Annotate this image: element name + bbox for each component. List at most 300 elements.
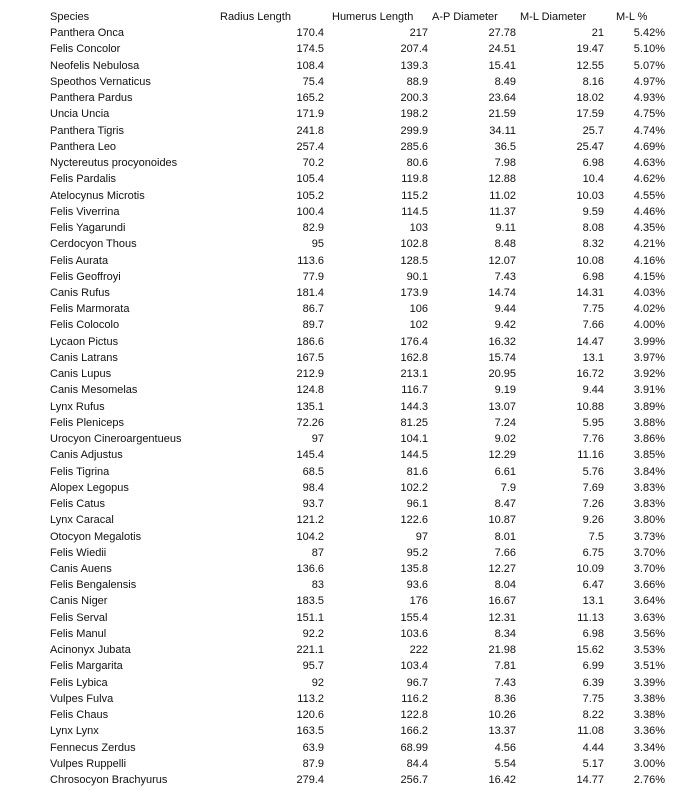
table-row — [50, 74, 665, 90]
table-row — [50, 58, 665, 74]
humerus-length-cell: 299.9 — [400, 124, 428, 137]
ml-diameter-cell: 6.98 — [582, 627, 604, 640]
humerus-length-cell: 96.1 — [406, 498, 428, 511]
species-cell: Neofelis Nebulosa — [50, 59, 140, 72]
ml-diameter-cell: 5.95 — [582, 416, 604, 429]
ml-percent-cell: 3.73% — [633, 530, 665, 543]
species-cell: Felis Catus — [50, 498, 106, 511]
ap-diameter-cell: 9.42 — [494, 319, 516, 332]
table-row — [50, 642, 665, 658]
ml-diameter-cell: 6.99 — [582, 660, 604, 673]
ap-diameter-cell: 34.11 — [489, 124, 516, 137]
radius-length-cell: 181.4 — [296, 286, 324, 299]
radius-length-cell: 70.2 — [302, 157, 324, 170]
ml-diameter-cell: 11.16 — [577, 449, 604, 462]
species-cell: Otocyon Megalotis — [50, 530, 142, 543]
radius-length-cell: 145.4 — [296, 449, 324, 462]
ap-diameter-cell: 7.98 — [494, 157, 516, 170]
species-cell: Panthera Pardus — [50, 92, 133, 105]
radius-length-cell: 63.9 — [302, 741, 324, 754]
radius-length-cell: 221.1 — [296, 644, 324, 657]
table-row — [50, 155, 665, 171]
ml-diameter-cell: 7.75 — [582, 303, 604, 316]
ap-diameter-cell: 13.37 — [488, 725, 516, 738]
ml-diameter-cell: 13.1 — [582, 351, 604, 364]
ml-diameter-cell: 7.26 — [582, 498, 604, 511]
humerus-length-cell: 155.4 — [400, 611, 428, 624]
ap-diameter-cell: 8.34 — [494, 627, 516, 640]
ml-percent-cell: 4.02% — [633, 303, 665, 316]
table-row — [50, 41, 665, 57]
table-row — [50, 496, 665, 512]
ap-diameter-cell: 7.66 — [494, 546, 516, 559]
radius-length-cell: 163.5 — [296, 725, 324, 738]
ml-percent-cell: 4.15% — [633, 270, 665, 283]
ml-diameter-cell: 8.22 — [582, 709, 604, 722]
radius-length-cell: 113.2 — [297, 692, 324, 705]
table-row — [50, 25, 665, 41]
humerus-length-cell: 88.9 — [406, 75, 428, 88]
ml-percent-cell: 4.00% — [633, 319, 665, 332]
radius-length-cell: 92.2 — [302, 627, 324, 640]
humerus-length-cell: 144.5 — [400, 449, 428, 462]
ap-diameter-cell: 7.9 — [500, 481, 516, 494]
ml-percent-cell: 4.03% — [633, 286, 665, 299]
table-row — [50, 464, 665, 480]
radius-length-cell: 105.4 — [296, 173, 324, 186]
ml-percent-cell: 4.69% — [633, 140, 665, 153]
radius-length-cell: 120.6 — [296, 709, 324, 722]
humerus-length-cell: 222 — [409, 644, 428, 657]
humerus-length-cell: 102.8 — [400, 238, 428, 251]
ap-diameter-cell: 12.88 — [488, 173, 516, 186]
ap-diameter-cell: 12.31 — [488, 611, 516, 624]
radius-length-cell: 87 — [311, 546, 324, 559]
radius-length-cell: 167.5 — [296, 351, 324, 364]
humerus-length-cell: 90.1 — [406, 270, 428, 283]
ml-diameter-cell: 17.59 — [576, 108, 604, 121]
radius-length-cell: 95 — [311, 238, 324, 251]
ap-diameter-cell: 12.07 — [488, 254, 516, 267]
ml-percent-cell: 3.84% — [633, 465, 665, 478]
ml-diameter-cell: 10.08 — [576, 254, 604, 267]
radius-length-cell: 174.5 — [296, 43, 324, 56]
radius-length-cell: 104.2 — [296, 530, 324, 543]
table-row — [50, 512, 665, 528]
radius-length-cell: 72.26 — [296, 416, 324, 429]
radius-length-cell: 183.5 — [296, 595, 324, 608]
table-row — [50, 415, 665, 431]
humerus-length-cell: 114.5 — [401, 205, 428, 218]
radius-length-cell: 93.7 — [302, 498, 324, 511]
species-cell: Canis Adjustus — [50, 449, 123, 462]
ap-diameter-cell: 8.36 — [494, 692, 516, 705]
ml-percent-cell: 3.83% — [633, 498, 665, 511]
species-cell: Urocyon Cineroargentueus — [50, 433, 182, 446]
species-cell: Felis Geoffroyi — [50, 270, 121, 283]
table-row — [50, 366, 665, 382]
radius-length-cell: 77.9 — [302, 270, 324, 283]
table-row — [50, 756, 665, 772]
radius-length-cell: 95.7 — [302, 660, 324, 673]
ml-percent-cell: 4.55% — [633, 189, 665, 202]
ml-diameter-cell: 19.47 — [576, 43, 604, 56]
ap-diameter-cell: 7.24 — [494, 416, 516, 429]
ml-percent-cell: 4.46% — [633, 205, 665, 218]
ml-percent-cell: 4.75% — [633, 108, 665, 121]
radius-length-cell: 212.9 — [296, 368, 324, 381]
ap-diameter-cell: 27.78 — [488, 27, 516, 40]
ml-diameter-cell: 12.55 — [576, 59, 604, 72]
radius-length-cell: 89.7 — [302, 319, 324, 332]
table-row — [50, 658, 665, 674]
table-row — [50, 171, 665, 187]
ap-diameter-cell: 21.59 — [488, 108, 516, 121]
table-row — [50, 626, 665, 642]
table-row — [50, 561, 665, 577]
ap-diameter-cell: 8.47 — [494, 498, 516, 511]
ml-diameter-cell: 10.4 — [582, 173, 604, 186]
ap-diameter-cell: 9.02 — [494, 433, 516, 446]
ml-diameter-cell: 7.76 — [582, 433, 604, 446]
ml-diameter-cell: 14.47 — [576, 335, 604, 348]
humerus-length-cell: 95.2 — [406, 546, 428, 559]
ap-diameter-cell: 16.42 — [488, 774, 516, 787]
humerus-length-cell: 116.7 — [401, 384, 428, 397]
species-cell: Felis Pleniceps — [50, 416, 124, 429]
species-cell: Speothos Vernaticus — [50, 75, 151, 88]
ml-diameter-cell: 4.44 — [582, 741, 604, 754]
ap-diameter-cell: 23.64 — [488, 92, 516, 105]
species-cell: Lynx Lynx — [50, 725, 99, 738]
ap-diameter-cell: 11.37 — [489, 205, 516, 218]
humerus-length-cell: 115.2 — [401, 189, 428, 202]
humerus-length-cell: 128.5 — [400, 254, 428, 267]
ml-percent-cell: 5.07% — [633, 59, 665, 72]
radius-length-cell: 82.9 — [302, 222, 324, 235]
ml-diameter-cell: 6.75 — [582, 546, 604, 559]
ml-percent-cell: 3.39% — [633, 676, 665, 689]
species-cell: Panthera Tigris — [50, 124, 124, 137]
ap-diameter-cell: 7.81 — [494, 660, 516, 673]
ap-diameter-cell: 8.49 — [494, 75, 516, 88]
ml-diameter-cell: 7.69 — [582, 481, 604, 494]
species-cell: Cerdocyon Thous — [50, 238, 137, 251]
ml-diameter-cell: 5.17 — [582, 757, 604, 770]
ml-diameter-cell: 6.39 — [582, 676, 604, 689]
table-row — [50, 204, 665, 220]
ml-percent-cell: 4.35% — [633, 222, 665, 235]
radius-length-cell: 92 — [311, 676, 324, 689]
radius-length-cell: 171.9 — [296, 108, 324, 121]
radius-length-cell: 75.4 — [302, 75, 324, 88]
table-row — [50, 188, 665, 204]
species-cell: Felis Serval — [50, 611, 108, 624]
ml-percent-cell: 3.86% — [633, 433, 665, 446]
species-cell: Canis Latrans — [50, 351, 118, 364]
ap-diameter-cell: 13.07 — [488, 400, 516, 413]
ap-diameter-cell: 6.61 — [494, 465, 516, 478]
ap-diameter-cell: 9.19 — [494, 384, 516, 397]
humerus-length-cell: 104.1 — [400, 433, 428, 446]
ml-percent-cell: 3.70% — [633, 546, 665, 559]
humerus-length-cell: 162.8 — [400, 351, 428, 364]
table-row — [50, 269, 665, 285]
radius-length-cell: 98.4 — [302, 481, 324, 494]
species-cell: Vulpes Ruppelli — [50, 757, 127, 770]
ap-diameter-cell: 10.26 — [488, 709, 516, 722]
species-cell: Canis Auens — [50, 562, 112, 575]
humerus-length-cell: 198.2 — [400, 108, 428, 121]
humerus-length-cell: 207.4 — [400, 43, 428, 56]
radius-length-cell: 87.9 — [302, 757, 324, 770]
ap-diameter-cell: 11.02 — [489, 189, 516, 202]
radius-length-cell: 136.6 — [296, 562, 324, 575]
humerus-length-cell: 285.6 — [400, 140, 428, 153]
species-cell: Nyctereutus procyonoides — [50, 157, 178, 170]
species-cell: Felis Margarita — [50, 660, 123, 673]
humerus-length-cell: 102.2 — [400, 481, 428, 494]
ml-diameter-cell: 15.62 — [576, 644, 604, 657]
ml-percent-cell: 3.97% — [633, 351, 665, 364]
radius-length-cell: 135.1 — [296, 400, 324, 413]
table-row — [50, 593, 665, 609]
ap-diameter-cell: 8.01 — [494, 530, 516, 543]
ml-diameter-cell: 8.08 — [582, 222, 604, 235]
table-row — [50, 123, 665, 139]
ml-percent-cell: 3.66% — [633, 579, 665, 592]
ml-diameter-cell: 7.5 — [588, 530, 604, 543]
humerus-length-cell: 139.3 — [400, 59, 428, 72]
humerus-length-cell: 97 — [415, 530, 428, 543]
humerus-length-cell: 217 — [409, 27, 428, 40]
header-humerus-length: Humerus Length — [332, 11, 414, 23]
radius-length-cell: 151.1 — [296, 611, 324, 624]
humerus-length-cell: 81.25 — [400, 416, 428, 429]
humerus-length-cell: 135.8 — [400, 562, 428, 575]
ml-percent-cell: 5.10% — [633, 43, 665, 56]
species-cell: Felis Pardalis — [50, 173, 117, 186]
ap-diameter-cell: 8.48 — [494, 238, 516, 251]
ml-diameter-cell: 7.75 — [582, 692, 604, 705]
ml-percent-cell: 4.16% — [633, 254, 665, 267]
ml-diameter-cell: 6.98 — [582, 270, 604, 283]
header-species: Species — [50, 11, 90, 23]
humerus-length-cell: 103 — [409, 222, 428, 235]
ml-percent-cell: 3.38% — [633, 709, 665, 722]
table-row — [50, 610, 665, 626]
ap-diameter-cell: 4.56 — [494, 741, 516, 754]
ml-diameter-cell: 11.13 — [577, 611, 604, 624]
ml-diameter-cell: 25.47 — [576, 140, 604, 153]
table-row — [50, 317, 665, 333]
ml-percent-cell: 3.51% — [633, 660, 665, 673]
table-row — [50, 691, 665, 707]
ml-percent-cell: 3.91% — [633, 384, 665, 397]
species-cell: Fennecus Zerdus — [50, 741, 136, 754]
ml-diameter-cell: 10.03 — [576, 189, 604, 202]
ml-percent-cell: 4.21% — [633, 238, 665, 251]
header-radius-length: Radius Length — [220, 11, 291, 23]
table-row — [50, 253, 665, 269]
species-cell: Felis Concolor — [50, 43, 121, 56]
ap-diameter-cell: 14.74 — [488, 286, 516, 299]
ml-diameter-cell: 14.31 — [576, 286, 604, 299]
species-cell: Felis Bengalensis — [50, 579, 137, 592]
species-cell: Lynx Caracal — [50, 514, 114, 527]
ap-diameter-cell: 21.98 — [488, 644, 516, 657]
ml-diameter-cell: 11.08 — [577, 725, 604, 738]
species-cell: Chrosocyon Brachyurus — [50, 774, 168, 787]
radius-length-cell: 83 — [311, 579, 324, 592]
species-cell: Felis Wiedii — [50, 546, 107, 559]
ap-diameter-cell: 15.74 — [488, 351, 516, 364]
ml-percent-cell: 3.63% — [633, 611, 665, 624]
ml-percent-cell: 3.89% — [633, 400, 665, 413]
ml-percent-cell: 4.62% — [633, 173, 665, 186]
ap-diameter-cell: 10.87 — [488, 514, 516, 527]
ml-percent-cell: 3.83% — [633, 481, 665, 494]
ml-percent-cell: 5.42% — [633, 27, 665, 40]
radius-length-cell: 121.2 — [296, 514, 324, 527]
table-row — [50, 220, 665, 236]
ml-diameter-cell: 6.47 — [582, 579, 604, 592]
ml-percent-cell: 3.56% — [633, 627, 665, 640]
ap-diameter-cell: 7.43 — [494, 676, 516, 689]
ml-percent-cell: 3.80% — [633, 514, 665, 527]
table-row — [50, 350, 665, 366]
table-row — [50, 139, 665, 155]
radius-length-cell: 100.4 — [296, 205, 324, 218]
species-cell: Uncia Uncia — [50, 108, 110, 121]
radius-length-cell: 165.2 — [296, 92, 324, 105]
header-ap-diameter: A-P Diameter — [432, 11, 498, 23]
humerus-length-cell: 103.6 — [400, 627, 428, 640]
ml-percent-cell: 3.88% — [633, 416, 665, 429]
humerus-length-cell: 200.3 — [400, 92, 428, 105]
table-row — [50, 382, 665, 398]
table-row — [50, 431, 665, 447]
ml-diameter-cell: 8.32 — [582, 238, 604, 251]
humerus-length-cell: 68.99 — [400, 741, 428, 754]
table-row — [50, 772, 665, 788]
species-cell: Felis Chaus — [50, 709, 109, 722]
radius-length-cell: 241.8 — [296, 124, 324, 137]
humerus-length-cell: 256.7 — [400, 774, 428, 787]
ml-diameter-cell: 9.44 — [582, 384, 604, 397]
radius-length-cell: 105.2 — [296, 189, 324, 202]
table-row — [50, 675, 665, 691]
species-cell: Felis Lybica — [50, 676, 108, 689]
ml-percent-cell: 3.36% — [633, 725, 665, 738]
ap-diameter-cell: 8.04 — [494, 579, 516, 592]
table-row — [50, 301, 665, 317]
ml-diameter-cell: 16.72 — [576, 368, 604, 381]
ml-percent-cell: 3.00% — [633, 757, 665, 770]
humerus-length-cell: 122.8 — [400, 709, 428, 722]
species-cell: Canis Niger — [50, 595, 108, 608]
species-cell: Felis Viverrina — [50, 205, 120, 218]
species-cell: Canis Mesomelas — [50, 384, 138, 397]
species-cell: Alopex Legopus — [50, 481, 129, 494]
ml-percent-cell: 2.76% — [633, 774, 665, 787]
humerus-length-cell: 176 — [409, 595, 428, 608]
species-cell: Felis Aurata — [50, 254, 109, 267]
ml-percent-cell: 3.99% — [633, 335, 665, 348]
ml-percent-cell: 3.34% — [633, 741, 665, 754]
ml-diameter-cell: 21 — [591, 27, 604, 40]
header-ml-percent: M-L % — [616, 11, 648, 23]
header-ml-diameter: M-L Diameter — [520, 11, 587, 23]
ml-diameter-cell: 13.1 — [582, 595, 604, 608]
ml-percent-cell: 4.97% — [633, 75, 665, 88]
table-row — [50, 529, 665, 545]
humerus-length-cell: 102 — [409, 319, 428, 332]
species-cell: Atelocynus Microtis — [50, 189, 145, 202]
table-row — [50, 707, 665, 723]
ml-percent-cell: 4.63% — [633, 157, 665, 170]
humerus-length-cell: 81.6 — [406, 465, 428, 478]
species-cell: Felis Colocolo — [50, 319, 120, 332]
table-row — [50, 334, 665, 350]
ap-diameter-cell: 5.54 — [494, 757, 516, 770]
species-cell: Lynx Rufus — [50, 400, 105, 413]
radius-length-cell: 279.4 — [296, 774, 324, 787]
ap-diameter-cell: 9.11 — [495, 222, 516, 235]
ml-percent-cell: 3.64% — [633, 595, 665, 608]
humerus-length-cell: 84.4 — [406, 757, 428, 770]
humerus-length-cell: 213.1 — [400, 368, 428, 381]
humerus-length-cell: 119.8 — [401, 173, 428, 186]
species-cell: Panthera Onca — [50, 27, 124, 40]
ml-percent-cell: 4.93% — [633, 92, 665, 105]
humerus-length-cell: 80.6 — [406, 157, 428, 170]
ap-diameter-cell: 12.29 — [488, 449, 516, 462]
humerus-length-cell: 173.9 — [400, 286, 428, 299]
table-row — [50, 399, 665, 415]
table-row — [50, 740, 665, 756]
ml-percent-cell: 3.85% — [633, 449, 665, 462]
species-cell: Canis Rufus — [50, 286, 110, 299]
ap-diameter-cell: 15.41 — [488, 59, 516, 72]
humerus-length-cell: 103.4 — [400, 660, 428, 673]
ml-diameter-cell: 10.88 — [576, 400, 604, 413]
radius-length-cell: 124.8 — [296, 384, 324, 397]
species-cell: Felis Tigrina — [50, 465, 110, 478]
humerus-length-cell: 144.3 — [400, 400, 428, 413]
ml-diameter-cell: 6.98 — [582, 157, 604, 170]
radius-length-cell: 186.6 — [296, 335, 324, 348]
humerus-length-cell: 96.7 — [406, 676, 428, 689]
humerus-length-cell: 106 — [409, 303, 428, 316]
humerus-length-cell: 166.2 — [400, 725, 428, 738]
ap-diameter-cell: 24.51 — [488, 43, 516, 56]
species-cell: Felis Marmorata — [50, 303, 130, 316]
species-cell: Panthera Leo — [50, 140, 117, 153]
table-row — [50, 545, 665, 561]
ml-diameter-cell: 8.16 — [582, 75, 604, 88]
radius-length-cell: 108.4 — [296, 59, 324, 72]
table-row — [50, 106, 665, 122]
species-cell: Felis Yagarundi — [50, 222, 126, 235]
species-cell: Vulpes Fulva — [50, 692, 114, 705]
ml-diameter-cell: 5.76 — [582, 465, 604, 478]
ml-diameter-cell: 18.02 — [576, 92, 604, 105]
radius-length-cell: 113.6 — [297, 254, 324, 267]
table-row — [50, 90, 665, 106]
ap-diameter-cell: 36.5 — [494, 140, 516, 153]
humerus-length-cell: 176.4 — [400, 335, 428, 348]
